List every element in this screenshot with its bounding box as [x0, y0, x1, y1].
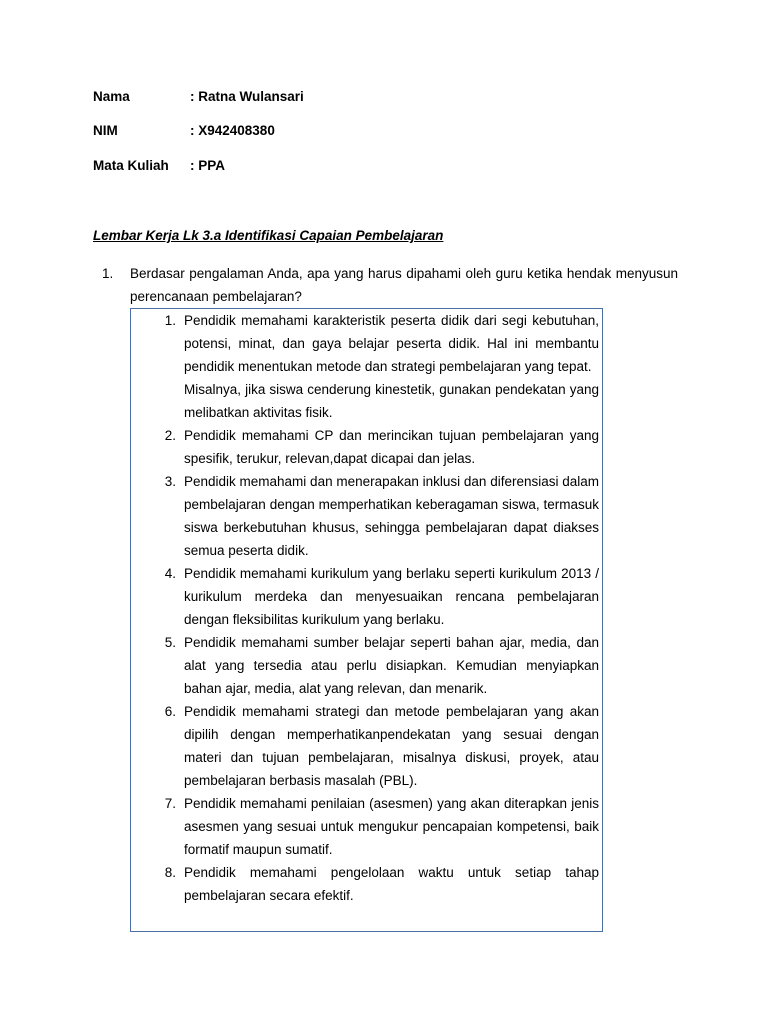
answer-number: 3.: [164, 474, 176, 489]
answer-number: 4.: [164, 566, 176, 581]
answer-number: 7.: [164, 796, 176, 811]
question-number: 1.: [102, 266, 114, 281]
answer-number: 6.: [164, 704, 176, 719]
answer-text: Pendidik memahami karakteristik peserta didik dari segi kebutuhan, potensi, minat, dan gaya belajar peserta didik. Hal ini membantu pendidik menentukan metode dan strategi pembelajaran yang tepat.: [184, 313, 599, 374]
answer-number: 8.: [164, 865, 176, 880]
answer-item: [131, 700, 602, 792]
answer-item: [131, 562, 602, 631]
answer-item: [131, 470, 602, 562]
answer-box: [130, 308, 603, 932]
answer-text: Pendidik memahami strategi dan metode pembelajaran yang akan dipilih dengan memperhatikanpendekatan yang sesuai dengan materi dan tujuan pembelajaran, misalnya diskusi, proyek, atau pembelajaran berbasis masalah (PBL).: [184, 704, 599, 788]
name-value: : Ratna Wulansari: [190, 89, 304, 104]
answer-text: Pendidik memahami kurikulum yang berlaku seperti kurikulum 2013 / kurikulum merdeka dan menyesuaikan rencana pembelajaran dengan fleksibilitas kurikulum yang berlaku.: [184, 566, 599, 627]
worksheet-heading: Lembar Kerja Lk 3.a Identifikasi Capaian Pembelajaran: [93, 228, 444, 243]
nim-label: NIM: [93, 123, 118, 138]
answer-list: [131, 309, 602, 907]
answer-item: [131, 631, 602, 700]
nim-row: [93, 122, 275, 140]
answer-text: Pendidik memahami dan menerapakan inklusi dan diferensiasi dalam pembelajaran dengan memperhatikan keberagaman siswa, termasuk siswa berkebutuhan khusus, sehingga pembelajaran dapat diakses semua peserta didik.: [184, 474, 599, 558]
answer-number: 5.: [164, 635, 176, 650]
name-row: [93, 88, 304, 106]
answer-item: [131, 792, 602, 861]
answer-number: 1.: [164, 313, 176, 328]
question-1: [102, 262, 678, 308]
course-label: Mata Kuliah: [93, 158, 169, 173]
nim-value: : X942408380: [190, 123, 275, 138]
answer-example: Misalnya, jika siswa cenderung kinestetik, gunakan pendekatan yang melibatkan aktivitas fisik.: [184, 382, 599, 420]
course-row: [93, 157, 225, 175]
name-label: Nama: [93, 89, 130, 104]
answer-text: Pendidik memahami CP dan merincikan tujuan pembelajaran yang spesifik, terukur, relevan,dapat dicapai dan jelas.: [184, 428, 599, 466]
question-text: Berdasar pengalaman Anda, apa yang harus dipahami oleh guru ketika hendak menyusun perencanaan pembelajaran?: [130, 266, 678, 304]
answer-text: Pendidik memahami pengelolaan waktu untuk setiap tahap pembelajaran secara efektif.: [184, 865, 599, 903]
answer-text: Pendidik memahami sumber belajar seperti bahan ajar, media, dan alat yang tersedia atau perlu disiapkan. Kemudian menyiapkan bahan ajar, media, alat yang relevan, dan menarik.: [184, 635, 599, 696]
course-value: : PPA: [190, 158, 226, 173]
answer-text: Pendidik memahami penilaian (asesmen) yang akan diterapkan jenis asesmen yang sesuai untuk mengukur pencapaian kompetensi, baik formatif maupun sumatif.: [184, 796, 599, 857]
answer-item: [131, 309, 602, 424]
answer-item: [131, 861, 602, 907]
answer-number: 2.: [164, 428, 176, 443]
answer-item: [131, 424, 602, 470]
